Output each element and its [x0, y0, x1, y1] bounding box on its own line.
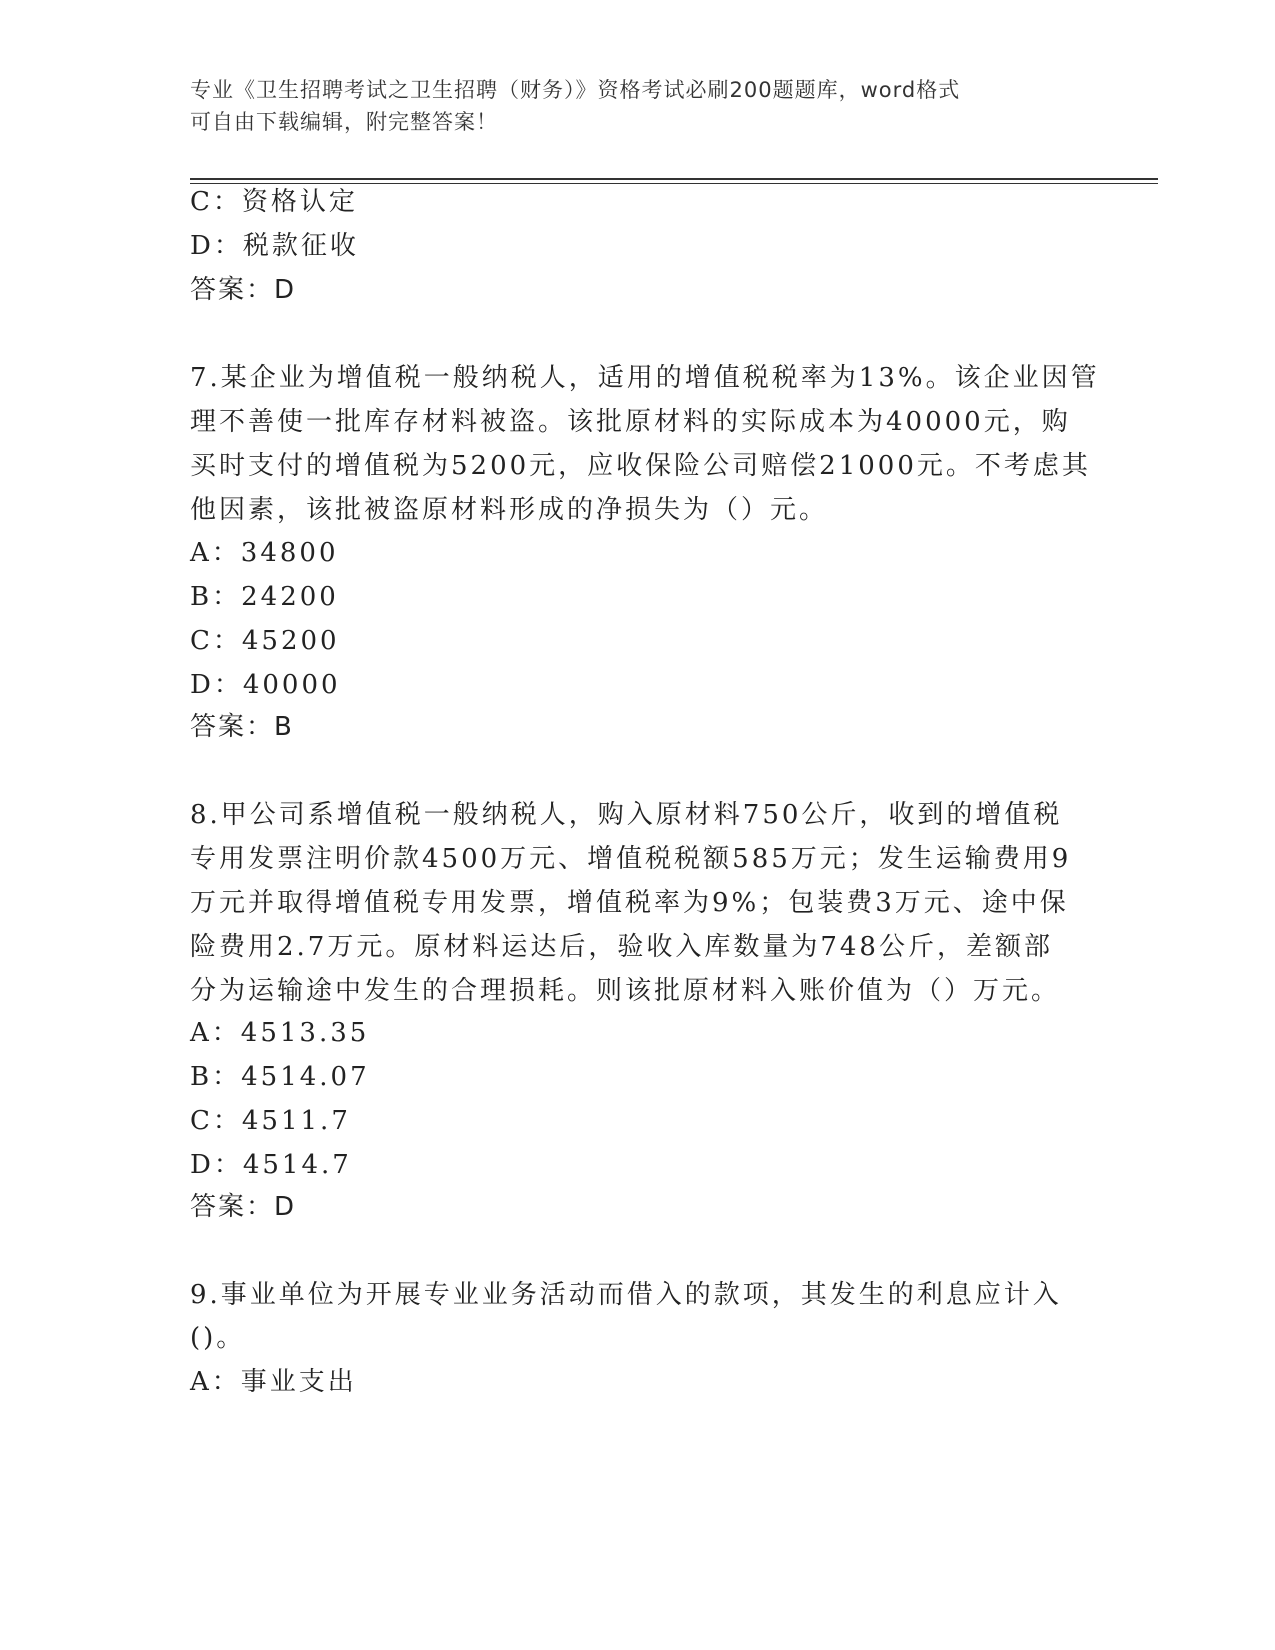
q8-option-b: B：4514.07: [190, 1062, 370, 1092]
q8-answer: 答案：D: [190, 1192, 297, 1222]
q8-option-d: D：4514.7: [190, 1150, 352, 1180]
q9-stem-line: ()。: [190, 1323, 246, 1353]
q8-stem-line: 万元并取得增值税专用发票，增值税率为9%；包装费3万元、途中保: [190, 888, 1069, 918]
header-line-1: 专业《卫生招聘考试之卫生招聘（财务）》资格考试必刷200题题库，word格式: [190, 78, 961, 102]
q8-option-c: C：4511.7: [190, 1106, 351, 1136]
q7-option-d: D：40000: [190, 670, 341, 700]
q8-option-a: A：4513.35: [190, 1018, 370, 1048]
q7-stem-line: 理不善使一批库存材料被盗。该批原材料的实际成本为40000元，购: [190, 407, 1071, 437]
q9-option-a: A：事业支出: [190, 1367, 357, 1397]
q7-option-a: A：34800: [190, 538, 339, 568]
q7-option-b: B：24200: [190, 582, 339, 612]
q8-stem-line: 分为运输途中发生的合理损耗。则该批原材料入账价值为（）万元。: [190, 976, 1061, 1006]
q7-stem-line: 他因素，该批被盗原材料形成的净损失为（）元。: [190, 495, 829, 525]
q8-stem-line: 险费用2.7万元。原材料运达后，验收入库数量为748公斤，差额部: [190, 932, 1053, 962]
q7-stem-line: 7.某企业为增值税一般纳税人，适用的增值税税率为13%。该企业因管: [190, 363, 1100, 393]
header-rule-thick: [190, 178, 1158, 180]
q8-stem-line: 8.甲公司系增值税一般纳税人，购入原材料750公斤，收到的增值税: [190, 800, 1063, 830]
q7-option-c: C：45200: [190, 626, 340, 656]
q7-stem-line: 买时支付的增值税为5200元，应收保险公司赔偿21000元。不考虑其: [190, 451, 1091, 481]
q9-stem-line: 9.事业单位为开展专业业务活动而借入的款项，其发生的利息应计入: [190, 1280, 1062, 1310]
q8-stem-line: 专用发票注明价款4500万元、增值税税额585万元；发生运输费用9: [190, 844, 1072, 874]
q6-answer: 答案：D: [190, 275, 297, 305]
q6-option-d: D：税款征收: [190, 231, 359, 261]
header-line-2: 可自由下载编辑，附完整答案！: [190, 110, 498, 134]
q6-option-c: C：资格认定: [190, 187, 358, 217]
document-header: [190, 74, 1070, 138]
q7-answer: 答案：B: [190, 712, 294, 742]
